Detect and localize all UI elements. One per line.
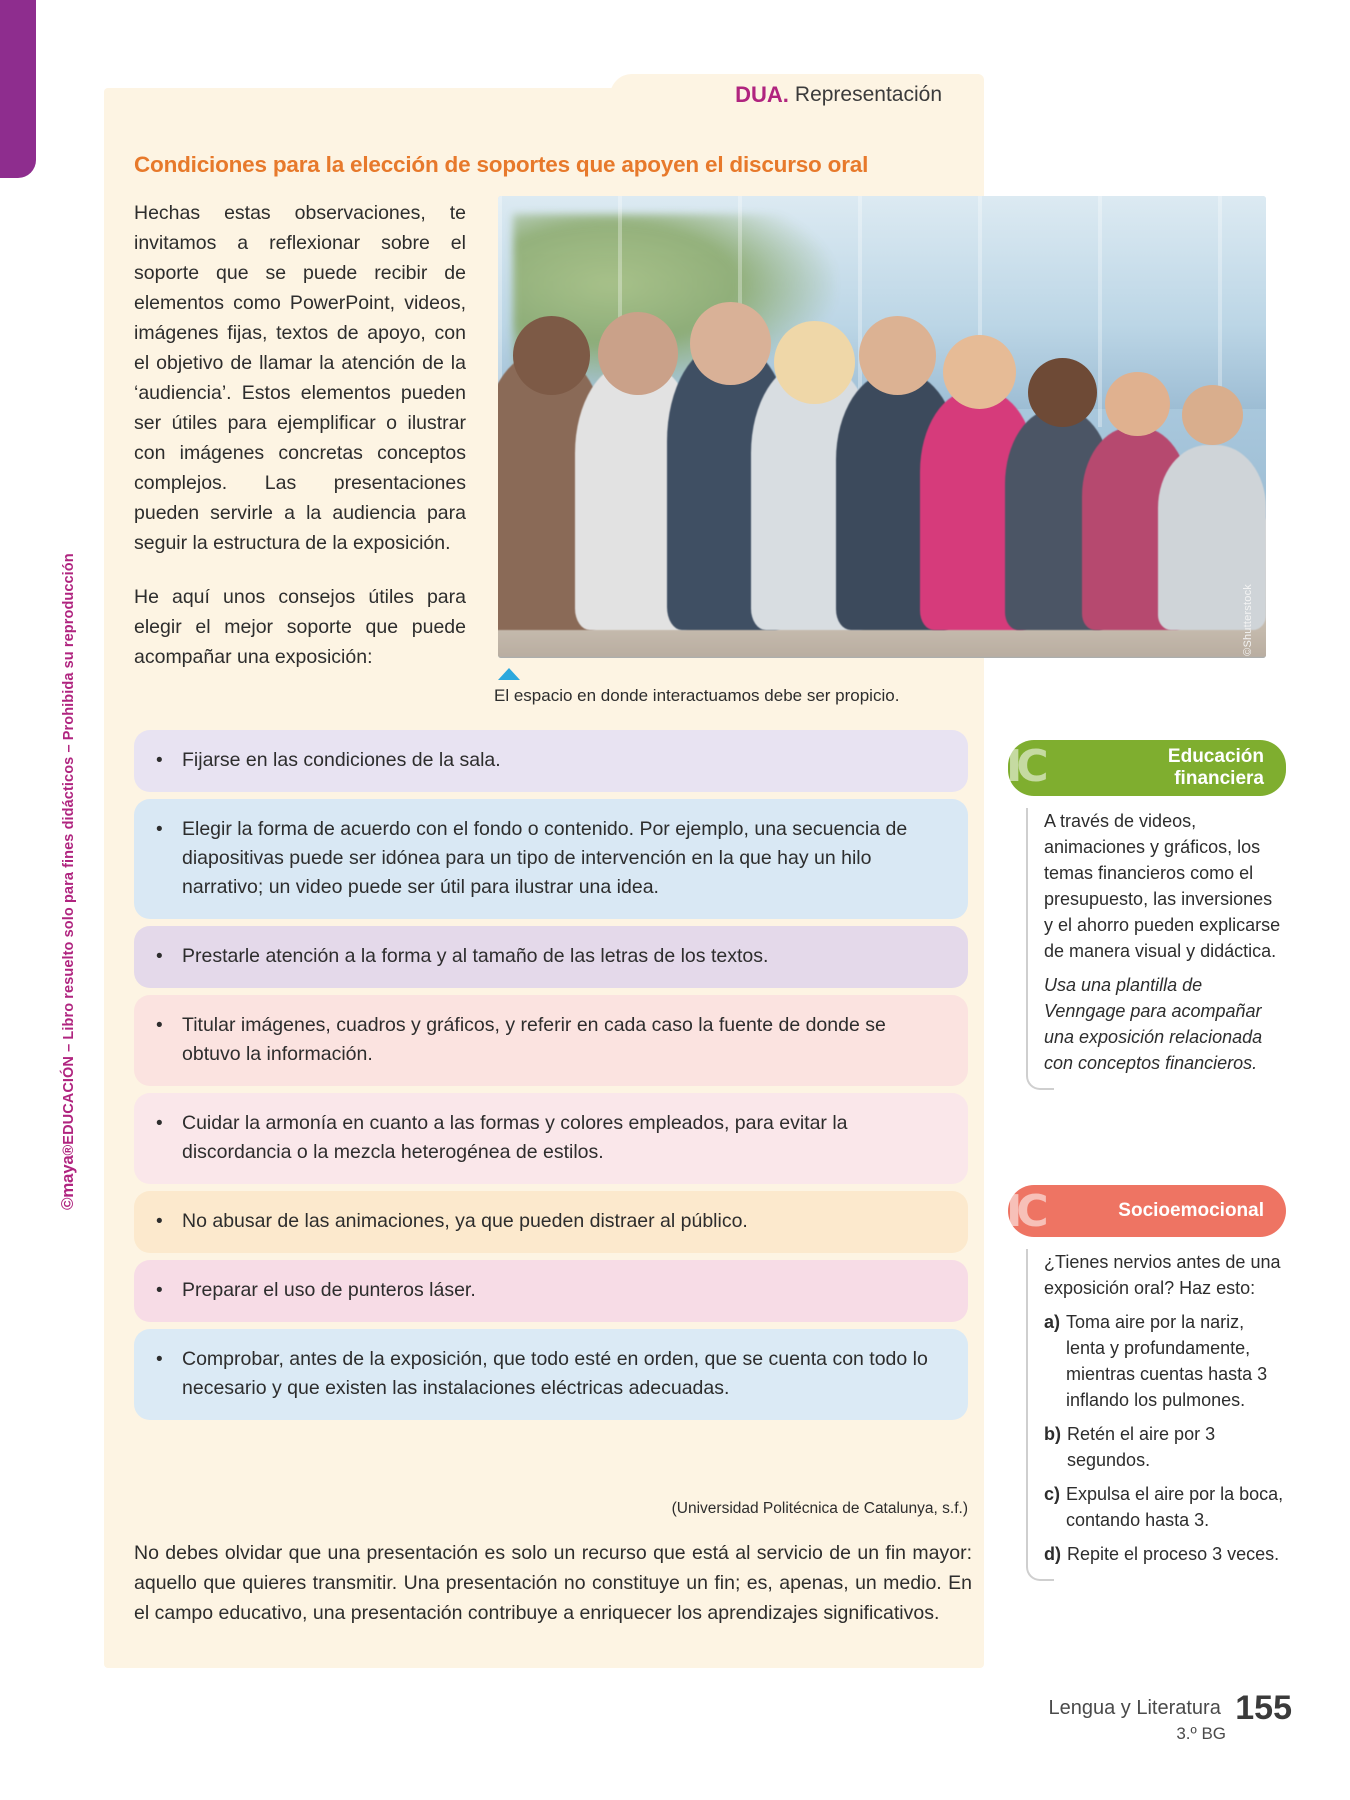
bullet-icon: • [156,1349,163,1370]
step-label: d) [1044,1544,1061,1564]
footer-subject: Lengua y Literatura [1048,1697,1221,1719]
aside-socioemocional-title: Socioemocional [1118,1200,1264,1221]
closing-paragraph: No debes olvidar que una presentación es solo un recurso que está al servicio de un fin mayor: aquello que quieres transmitir. Una presentación no constituye un fin; es, apenas, un medio. En el campo educativo, una presentación contribuye a enriquecer los aprendizajes significativos. [134,1542,972,1624]
list-item-text: No abusar de las animaciones, ya que pueden distraer al público. [182,1210,748,1232]
aside-educacion-financiera [1008,740,1286,1084]
photo-person-head [859,316,936,395]
list-item [134,1191,968,1253]
aside-socioemocional-intro: ¿Tienes nervios antes de una exposición oral? Haz esto: [1044,1252,1281,1298]
section-title: Condiciones para la elección de soportes que apoyen el discurso oral [134,152,869,177]
breathing-steps-list [1044,1309,1286,1567]
intro-paragraph-2: He aquí unos consejos útiles para elegir el mejor soporte que puede acompañar una exposición: [134,586,466,668]
list-item-text: Fijarse en las condiciones de la sala. [182,749,501,771]
step-text: Retén el aire por 3 segundos. [1067,1424,1216,1470]
photo-person-head [1182,385,1243,445]
aside-financiera-header [1008,740,1286,796]
dua-tab-bold-label: DUA. [735,82,789,107]
aside-socioemocional-body [1026,1249,1286,1567]
bullet-icon: • [156,750,163,771]
step-label: c) [1044,1484,1061,1504]
photo-person-head [1105,372,1170,437]
page-spine-decoration [0,0,36,178]
intro-paragraph-1: Hechas estas observaciones, te invitamos a reflexionar sobre el soporte que se puede recibir de elementos como PowerPoint, videos, imágenes fijas, textos de apoyo, con el objetivo de llamar la atención de la ‘audiencia’. Estos elementos pueden ser útiles para ejemplificar o ilustrar con imágenes concretas conceptos complejos. Las presentaciones pueden servirle a la audiencia para seguir la estructura de la exposición. [134,202,466,554]
list-item [1044,1421,1286,1473]
step-label: b) [1044,1424,1061,1444]
list-item [1044,1309,1286,1413]
step-text: Toma aire por la nariz, lenta y profundamente, mientras cuentas hasta 3 inflando los pulmones. [1066,1312,1268,1410]
dua-tab [610,74,984,116]
page-number: 155 [1235,1689,1292,1727]
intro-column [134,198,466,696]
photo-person-head [1028,358,1097,427]
aside-financiera-paragraph-1: A través de videos, animaciones y gráficos, los temas financieros como el presupuesto, las inversiones y el ahorro pueden explicarse de manera visual y didáctica. [1044,811,1281,961]
tips-list [134,730,968,1427]
bullet-icon: • [156,819,163,840]
list-item [134,730,968,792]
aside-financiera-title-line2: financiera [1174,768,1264,789]
list-item-text: Preparar el uso de punteros láser. [182,1279,476,1301]
caption-arrow-icon [498,668,520,680]
page-footer [1048,1689,1292,1744]
step-label: a) [1044,1312,1061,1332]
bullet-icon: • [156,946,163,967]
list-item [1044,1541,1286,1567]
bullet-icon: • [156,1015,163,1036]
step-text: Repite el proceso 3 veces. [1067,1544,1280,1564]
list-item [134,1260,968,1322]
list-item [134,1329,968,1420]
photo-caption: El espacio en donde interactuamos debe ser propicio. [494,686,900,705]
photo-person-head [943,335,1016,409]
list-item [134,995,968,1086]
ic-badge-icon: IC [1006,741,1043,792]
list-item [1044,1481,1286,1533]
photo-person-head [690,302,771,385]
source-note: (Universidad Politécnica de Catalunya, s.f.) [671,1500,968,1517]
list-item [134,1093,968,1184]
photo-person-head [598,312,679,395]
photo-person-head [513,316,590,395]
aside-financiera-title-line1: Educación [1167,746,1264,767]
aside-socioemocional [1008,1185,1286,1567]
aside-financiera-body [1026,808,1286,1076]
aside-financiera-title [1168,746,1264,790]
side-credit-text: ®EDUCACIÓN – Libro resuelto solo para fines didácticos – Prohibida su reproducción [61,553,77,1156]
list-item-text: Cuidar la armonía en cuanto a las formas y colores empleados, para evitar la discordancia o la mezcla heterogénea de estilos. [182,1112,848,1163]
classroom-photo [498,196,1266,658]
step-text: Expulsa el aire por la boca, contando hasta 3. [1066,1484,1284,1530]
list-item-text: Titular imágenes, cuadros y gráficos, y referir en cada caso la fuente de donde se obtuvo la información. [182,1014,886,1065]
photo-person-head [774,321,855,404]
bullet-icon: • [156,1211,163,1232]
list-item [134,926,968,988]
list-item [134,799,968,919]
list-item-text: Comprobar, antes de la exposición, que todo esté en orden, que se cuenta con todo lo necesario y que existen las instalaciones eléctricas adecuadas. [182,1348,928,1399]
footer-grade: 3.º BG [1176,1724,1226,1743]
bullet-icon: • [156,1280,163,1301]
side-credit-logo: ©maya [58,1155,77,1210]
photo-credit: ©Shutterstock [1242,584,1254,656]
bullet-icon: • [156,1113,163,1134]
dua-tab-label: Representación [794,83,942,106]
list-item-text: Prestarle atención a la forma y al tamaño de las letras de los textos. [182,945,769,967]
side-credit [58,490,78,1210]
aside-financiera-paragraph-2: Usa una plantilla de Venngage para acompañar una exposición relacionada con conceptos financieros. [1044,975,1263,1073]
aside-socioemocional-header [1008,1185,1286,1237]
ic-badge-icon: IC [1006,1186,1043,1237]
list-item-text: Elegir la forma de acuerdo con el fondo o contenido. Por ejemplo, una secuencia de diapositivas puede ser idónea para un tipo de intervención en la que hay un hilo narrativo; un video puede ser útil para ilustrar una idea. [182,818,908,898]
